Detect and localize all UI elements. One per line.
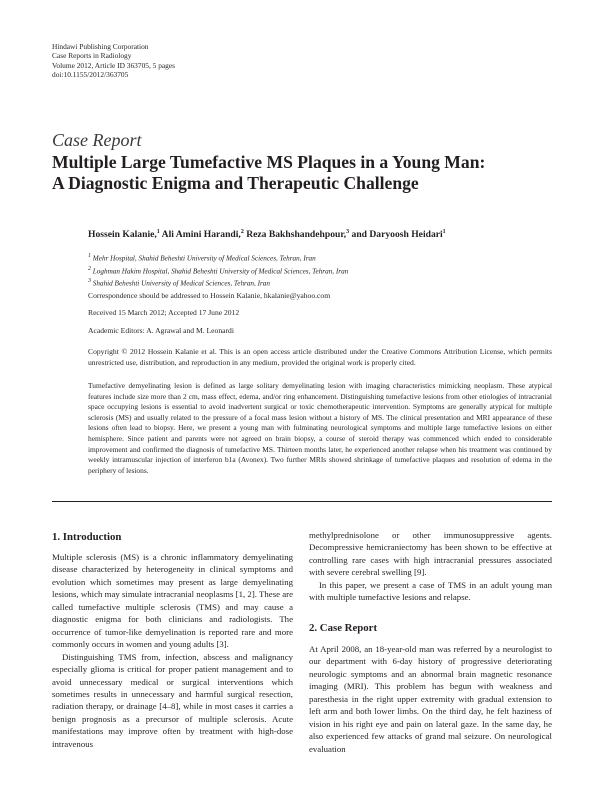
affiliation: $^1$ Mehr Hospital, Shahid Beheshti University of Medical Sciences, Tehran, Iran [88, 253, 316, 263]
divider [52, 501, 552, 502]
journal-name: Case Reports in Radiology [52, 51, 132, 61]
publisher: Hindawi Publishing Corporation [52, 42, 149, 51]
journal-header [52, 42, 175, 80]
title-line-1: Multiple Large Tumefactive MS Plaques in a Young Man: [52, 152, 486, 172]
article-type: Case Report [52, 130, 142, 150]
section-heading-case-report: 2. Case Report [309, 622, 378, 634]
section-heading-introduction: 1. Introduction [52, 531, 122, 543]
copyright-notice: Copyright © 2012 Hossein Kalanie et al. This is an open access article distributed under the Creative Commons Attribution License, which permits unrestricted use, distribution, and reproduction in any medium, provided the original work is properly cited. [88, 347, 552, 367]
affiliation: $^2$ Loghman Hakim Hospital, Shahid Beheshti University of Medical Sciences, Tehran, Iran [88, 265, 349, 275]
correspondence: Correspondence should be addressed to Hossein Kalanie, hkalanie@yahoo.com [88, 291, 331, 300]
journal-volume: Volume 2012, Article ID 363705, 5 pages [52, 60, 176, 70]
paragraph: In this paper, we present a case of TMS in an adult young man with multiple tumefactive lesions and relapse. [309, 579, 552, 603]
right-column-bottom [309, 643, 552, 755]
author: Reza Bakhshandehpour,$^3$ [246, 229, 350, 241]
author: Ali Amini Harandi,$^2$ [161, 229, 244, 241]
author: and Daryoosh Heidari$^1$ [351, 229, 446, 241]
received-dates: Received 15 March 2012; Accepted 17 June 2012 [88, 308, 240, 317]
paragraph: At April 2008, an 18-year-old man was referred by a neurologist to our department with 6-day history of progressive deteriorating neurologic symptoms and an abnormal brain magnetic resonance imaging (MRI). This problem has begun with weakness and paresthesia in the right upper extremity with gradual extension to left arm and both lower limbs. On the third day, he felt haziness of vision in his right eye and pain on lateral gaze. In the same day, he also experienced few attacks of grand mal seizure. On neurological evaluation [309, 644, 552, 754]
paragraph: Multiple sclerosis (MS) is a chronic inflammatory demyelinating disease characterized by heterogeneity in clinical symptoms and evolution which sometimes may present as large demyelinating lesions, which may simulate intracranial neoplasms [1, 2]. These are called tumefactive multiple sclerosis (TMS) and may cause a diagnostic enigma for both clinicians and radiologists. The occurrence of tumor-like demyelination is reported rare and more commonly occurs in women and young adults [3]. [52, 552, 293, 650]
journal-doi: doi:10.1155/2012/363705 [52, 70, 129, 80]
academic-editors: Academic Editors: A. Agrawal and M. Leonardi [88, 326, 234, 335]
left-column [52, 551, 293, 750]
title-line-2: A Diagnostic Enigma and Therapeutic Challenge [52, 173, 419, 193]
affiliations [88, 251, 348, 289]
right-column-top [309, 529, 552, 604]
paragraph: methylprednisolone or other immunosuppressive agents. Decompressive hemicraniectomy has been shown to be effective at controlling rare cases with high intracranial pressures associated with severe cerebral swelling [9]. [309, 530, 552, 578]
author: Hossein Kalanie,$^1$ [88, 229, 160, 241]
paragraph: Distinguishing TMS from, infection, abscess and malignancy especially glioma is critical for proper patient management and to avoid unnecessary medical or surgical interventions which sometimes results in unnecessary and harmful surgical resection, radiation therapy, or drainage [4–8], while in most cases it carries a benign prognosis as a precursor of multiple sclerosis. Acute manifestations may improve often by treatment with high-dose intravenous [52, 651, 293, 749]
affiliation: $^3$ Shahid Beheshti University of Medical Sciences, Tehran, Iran [88, 278, 270, 288]
paper-title [52, 152, 552, 194]
author-list [88, 229, 446, 240]
abstract: Tumefactive demyelinating lesion is defined as large solitary demyelinating lesion with imaging characteristics mimicking neoplasm. These atypical features include size more than 2 cm, mass effect, edema, and/or ring enhancement. Distinguishing tumefactive lesions from other etiologies of intracranial space occupying lesions is essential to avoid inadvertent surgical or toxic chemotherapeutic intervention. Symptoms are generally atypical for multiple sclerosis (MS) and usually related to the pressure of a focal mass lesion without a history of MS. The clinical presentation and MRI appearance of these lesions often lead to biopsy. Here, we present a young man with fulminating neurological symptoms and multiple large tumefactive lesions on either hemisphere. Since patient and parents were not agreed on brain biopsy, a course of steroid therapy was commenced which ended to considerable improvement and confirmed the diagnosis of tumefactive MS. Thirteen months later, he experienced another relapse when his treatment was continued by weekly intramuscular injection of interferon b1a (Avonex). Two further MRIs showed shrinkage of tumefactive plaques and resolution of edema in the periphery of lesions. [88, 381, 552, 475]
